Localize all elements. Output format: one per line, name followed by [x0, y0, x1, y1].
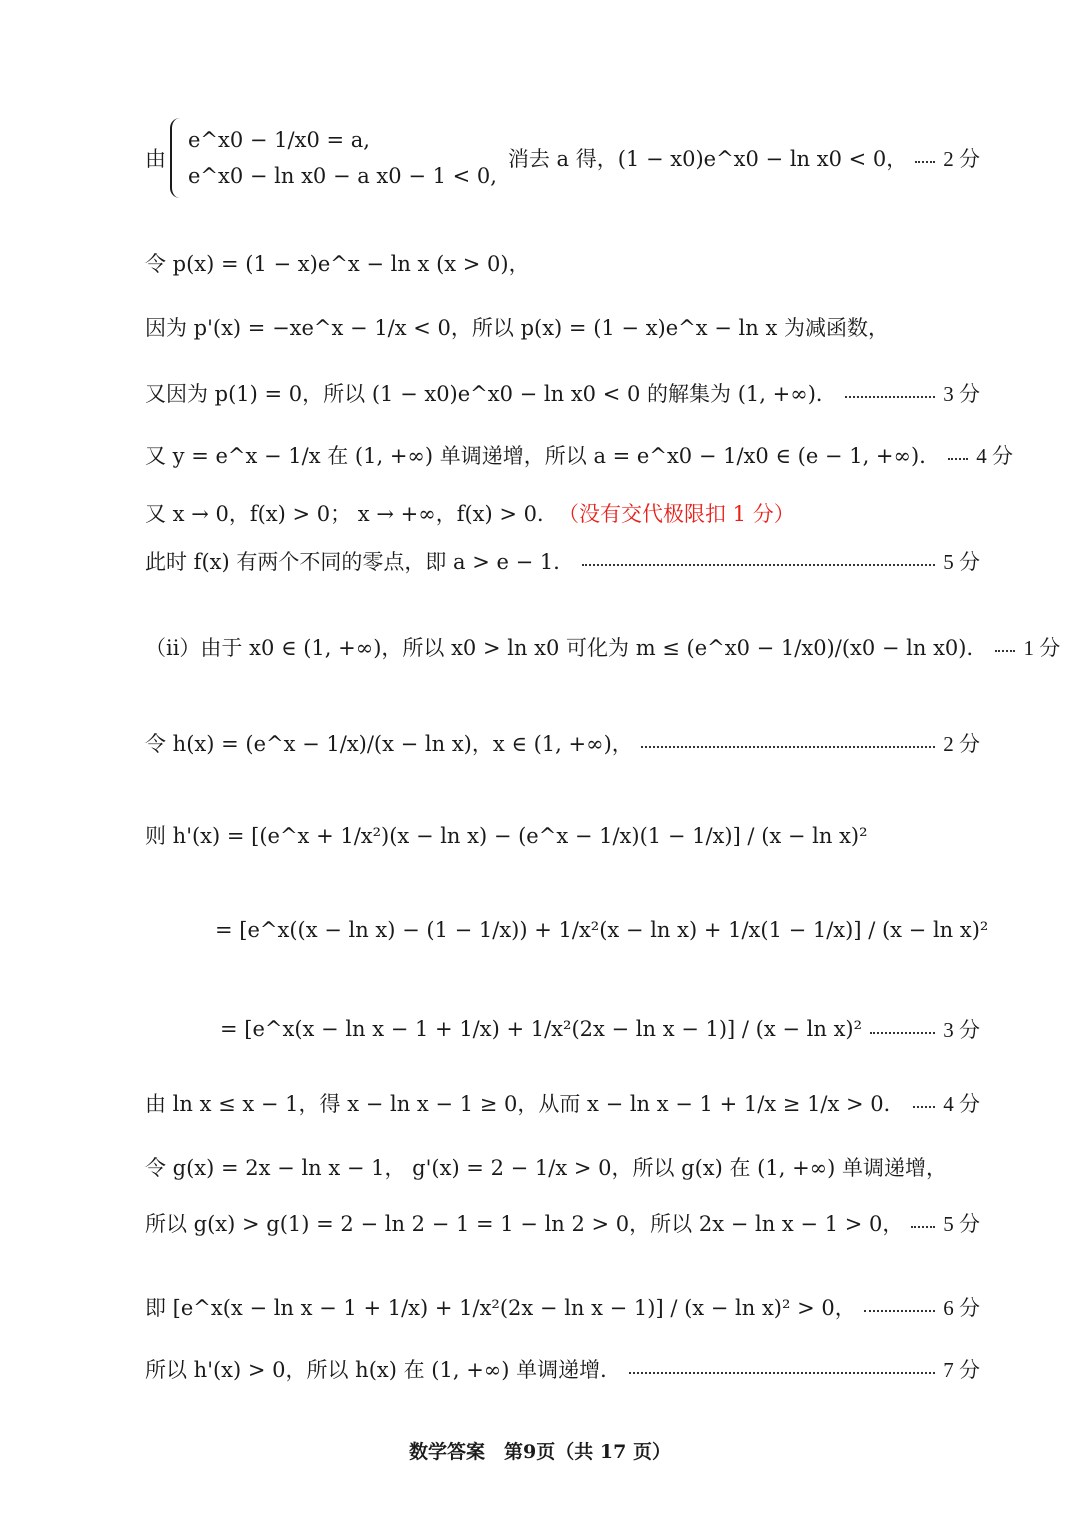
line-10-text: 则 h'(x) = [(e^x + 1/x²)(x − ln x) − (e^x − 1/x)(1 − 1/x)] / (x − ln x)²: [145, 824, 868, 848]
system-eq-2: e^x0 − ln x0 − a x0 − 1 < 0,: [188, 164, 497, 188]
line-8-text: （ii）由于 x0 ∈ (1, +∞)，所以 x0 > ln x0 可化为 m ≤ (e^x0 − 1/x0)/(x0 − ln x0)．: [145, 636, 988, 660]
score-mark: 5 分: [943, 1212, 980, 1236]
line-3-text: 因为 p'(x) = −xe^x − 1/x < 0，所以 p(x) = (1 − x)e^x − ln x 为减函数，: [145, 316, 889, 340]
score-mark: 2 分: [943, 732, 980, 756]
dot-leader: [915, 161, 935, 163]
line-14: [145, 1152, 980, 1182]
line-2-text: 令 p(x) = (1 − x)e^x − ln x (x > 0)，: [145, 252, 530, 276]
line-13-text: 由 ln x ≤ x − 1，得 x − ln x − 1 ≥ 0，从而 x − ln x − 1 + 1/x ≥ 1/x > 0．: [145, 1092, 905, 1116]
line-4: [145, 378, 980, 408]
line-16-text: 即 [e^x(x − ln x − 1 + 1/x) + 1/x²(2x − ln x − 1)] / (x − ln x)² > 0，: [145, 1296, 856, 1320]
dot-leader: [948, 458, 968, 460]
line-12-text: = [e^x(x − ln x − 1 + 1/x) + 1/x²(2x − ln x − 1)] / (x − ln x)²: [220, 1017, 863, 1041]
line-15: [145, 1208, 980, 1238]
line-5-text: 又 y = e^x − 1/x 在 (1, +∞) 单调递增，所以 a = e^x0 − 1/x0 ∈ (e − 1, +∞)．: [145, 444, 941, 468]
line-10: [145, 820, 980, 850]
dot-leader: [870, 1032, 935, 1034]
line-12: [220, 1014, 980, 1044]
score-mark: 3 分: [943, 382, 980, 406]
line-6: [145, 498, 980, 528]
line-7-text: 此时 f(x) 有两个不同的零点，即 a > e − 1．: [145, 550, 575, 574]
line-7: [145, 546, 980, 576]
dot-leader: [864, 1310, 936, 1312]
line-5: [145, 440, 1013, 470]
line-17-text: 所以 h'(x) > 0，所以 h(x) 在 (1, +∞) 单调递增．: [145, 1358, 622, 1382]
dot-leader: [845, 396, 935, 398]
score-mark: 4 分: [976, 444, 1013, 468]
line-2: [145, 248, 980, 278]
dot-leader: [629, 1372, 935, 1374]
line-11-text: = [e^x((x − ln x) − (1 − 1/x)) + 1/x²(x − ln x) + 1/x(1 − 1/x)] / (x − ln x)²: [215, 918, 989, 942]
score-mark: 4 分: [943, 1092, 980, 1116]
deduction-note: （没有交代极限扣 1 分）: [558, 502, 795, 526]
line-4-text: 又因为 p(1) = 0，所以 (1 − x0)e^x0 − ln x0 < 0 的解集为 (1, +∞)．: [145, 382, 837, 406]
dot-leader: [995, 650, 1015, 652]
dot-leader: [911, 1226, 935, 1228]
line-1: [145, 118, 980, 198]
brace-icon: [170, 118, 182, 198]
score-mark: 5 分: [943, 550, 980, 574]
dot-leader: [913, 1106, 936, 1108]
line-15-text: 所以 g(x) > g(1) = 2 − ln 2 − 1 = 1 − ln 2 > 0，所以 2x − ln x − 1 > 0，: [145, 1212, 904, 1236]
line-13: [145, 1088, 980, 1118]
equation-system: [166, 118, 497, 198]
line-9-text: 令 h(x) = (e^x − 1/x)/(x − ln x)，x ∈ (1, +∞)，: [145, 732, 633, 756]
line-17: [145, 1354, 980, 1384]
dot-leader: [641, 746, 935, 748]
score-mark: 2 分: [943, 147, 980, 171]
score-mark: 6 分: [943, 1296, 980, 1320]
page-footer: 数学答案 第9页（共 17 页）: [409, 1441, 671, 1463]
line-3: [145, 312, 980, 342]
line-16: [145, 1292, 980, 1322]
line-6-text: 又 x → 0，f(x) > 0； x → +∞，f(x) > 0．: [145, 502, 558, 526]
line-14-text: 令 g(x) = 2x − ln x − 1， g'(x) = 2 − 1/x > 0，所以 g(x) 在 (1, +∞) 单调递增，: [145, 1156, 948, 1180]
line-8: [145, 632, 1061, 662]
score-mark: 7 分: [943, 1358, 980, 1382]
score-mark: 3 分: [943, 1018, 980, 1042]
line-9: [145, 728, 980, 758]
line-11: [215, 918, 989, 942]
line-1-prefix: 由: [145, 147, 166, 171]
dot-leader: [582, 564, 935, 566]
score-mark: 1 分: [1023, 636, 1061, 660]
system-eq-1: e^x0 − 1/x0 = a,: [188, 128, 370, 152]
line-1-text: 消去 a 得，(1 − x0)e^x0 − ln x0 < 0，: [507, 147, 908, 171]
